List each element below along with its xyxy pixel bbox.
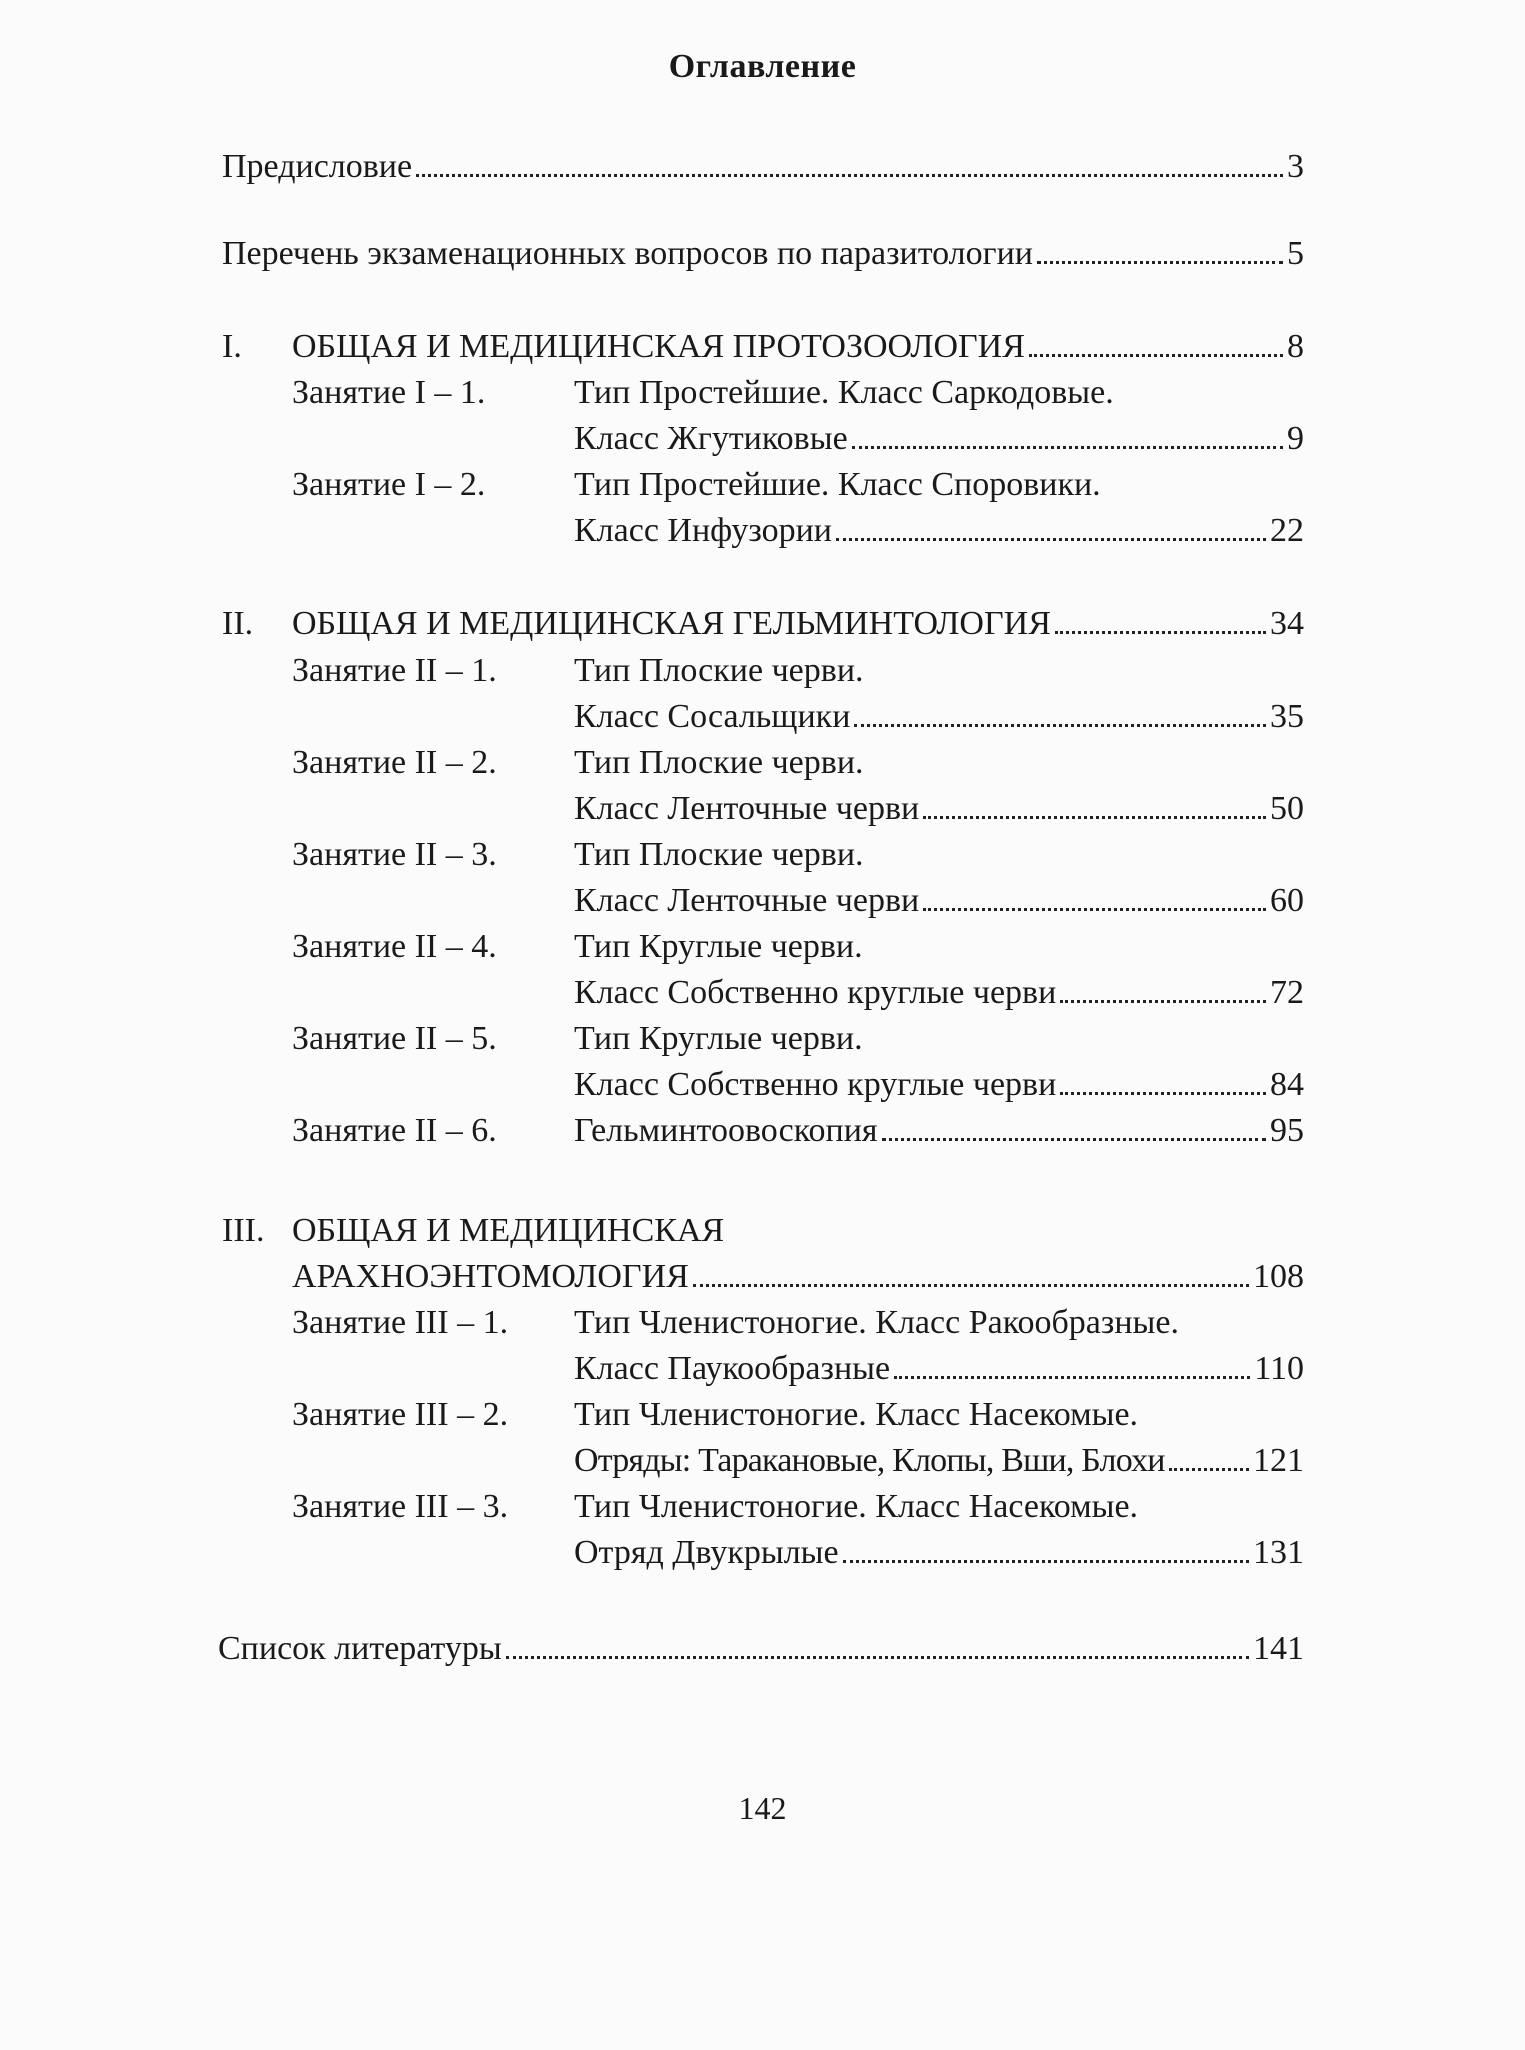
toc-entry-lesson: [574, 1536, 1304, 1570]
lesson-title: Тип Членистоногие. Класс Насекомые.: [574, 1488, 1139, 1525]
toc-entry-page: 22: [1270, 512, 1304, 549]
lesson-title: Тип Простейшие. Класс Саркодовые.: [574, 374, 1114, 411]
dot-leader: [923, 816, 1266, 819]
toc-entry-literature: [218, 1632, 1304, 1666]
dot-leader: [843, 1560, 1249, 1563]
dot-leader: [416, 174, 1283, 177]
lesson-label: Занятие II – 3.: [292, 836, 497, 873]
lesson-title: Тип Членистоногие. Класс Насекомые.: [574, 1396, 1139, 1433]
toc-entry-text: Перечень экзаменационных вопросов по паразитологии: [222, 235, 1033, 272]
dot-leader: [1169, 1468, 1249, 1471]
toc-entry-page: 34: [1270, 605, 1304, 642]
toc-section-2: [292, 607, 1304, 641]
lesson-label: Занятие III – 2.: [292, 1396, 509, 1433]
lesson-label: Занятие II – 2.: [292, 744, 497, 781]
lesson-label: Занятие I – 1.: [292, 374, 486, 411]
dot-leader: [882, 1138, 1266, 1141]
dot-leader: [1055, 631, 1266, 634]
lesson-title: Тип Простейшие. Класс Споровики.: [574, 466, 1101, 503]
lesson-label: Занятие II – 5.: [292, 1020, 497, 1057]
toc-entry-page: 72: [1270, 974, 1304, 1011]
toc-section-1: [292, 330, 1304, 364]
section-number: II.: [222, 605, 254, 642]
section-title-cont: АРАХНОЭНТОМОЛОГИЯ: [292, 1258, 689, 1295]
lesson-subtitle: Класс Жгутиковые: [574, 420, 848, 457]
lesson-label: Занятие II – 6.: [292, 1112, 497, 1149]
toc-entry-page: 35: [1270, 698, 1304, 735]
page-number: 142: [738, 1790, 787, 1826]
dot-leader: [1060, 1000, 1266, 1003]
dot-leader: [894, 1376, 1250, 1379]
toc-entry-page: 50: [1270, 790, 1304, 827]
lesson-title: Тип Плоские черви.: [574, 652, 864, 689]
lesson-title: Тип Круглые черви.: [574, 928, 863, 965]
toc-title: Оглавление: [668, 48, 857, 85]
toc-entry-questions: [222, 237, 1304, 271]
toc-entry-page: 110: [1254, 1350, 1304, 1387]
toc-entry-lesson: [574, 1352, 1304, 1386]
toc-section-3: [292, 1260, 1304, 1294]
dot-leader: [923, 908, 1266, 911]
dot-leader: [1037, 261, 1283, 264]
toc-entry-page: 5: [1287, 235, 1304, 272]
lesson-label: Занятие III – 3.: [292, 1488, 509, 1525]
toc-entry-lesson: [574, 422, 1304, 456]
toc-entry-page: 84: [1270, 1066, 1304, 1103]
lesson-subtitle: Отряды: Таракановые, Клопы, Вши, Блохи: [574, 1442, 1165, 1479]
toc-entry-lesson: [574, 1444, 1304, 1478]
lesson-title: Тип Круглые черви.: [574, 1020, 863, 1057]
section-title: ОБЩАЯ И МЕДИЦИНСКАЯ ГЕЛЬМИНТОЛОГИЯ: [292, 605, 1051, 642]
toc-entry-lesson: [574, 700, 1304, 734]
lesson-title: Тип Плоские черви.: [574, 836, 864, 873]
lesson-subtitle: Отряд Двукрылые: [574, 1534, 839, 1571]
toc-entry-page: 131: [1253, 1534, 1304, 1571]
toc-entry-page: 95: [1270, 1112, 1304, 1149]
dot-leader: [852, 446, 1283, 449]
toc-entry-lesson: [574, 1068, 1304, 1102]
lesson-subtitle: Класс Сосальщики: [574, 698, 851, 735]
lesson-label: Занятие II – 4.: [292, 928, 497, 965]
toc-entry-page: 3: [1287, 148, 1304, 185]
toc-entry-page: 60: [1270, 882, 1304, 919]
lesson-label: Занятие I – 2.: [292, 466, 486, 503]
lesson-subtitle: Класс Ленточные черви: [574, 882, 920, 919]
toc-entry-page: 141: [1253, 1630, 1304, 1667]
toc-entry-page: 9: [1287, 420, 1304, 457]
lesson-title: Гельминтоовоскопия: [574, 1112, 878, 1149]
dot-leader: [836, 538, 1266, 541]
lesson-subtitle: Класс Собственно круглые черви: [574, 974, 1057, 1011]
dot-leader: [506, 1656, 1249, 1659]
toc-entry-lesson: [574, 514, 1304, 548]
toc-entry-lesson: [574, 1114, 1304, 1148]
lesson-subtitle: Класс Паукообразные: [574, 1350, 891, 1387]
lesson-subtitle: Класс Ленточные черви: [574, 790, 920, 827]
section-title: ОБЩАЯ И МЕДИЦИНСКАЯ: [292, 1212, 725, 1249]
dot-leader: [1060, 1092, 1266, 1095]
dot-leader: [693, 1284, 1249, 1287]
toc-entry-page: 8: [1287, 328, 1304, 365]
lesson-title: Тип Членистоногие. Класс Ракообразные.: [574, 1304, 1179, 1341]
section-title: ОБЩАЯ И МЕДИЦИНСКАЯ ПРОТОЗООЛОГИЯ: [292, 328, 1025, 365]
lesson-subtitle: Класс Собственно круглые черви: [574, 1066, 1057, 1103]
toc-entry-text: Список литературы: [218, 1630, 502, 1667]
section-number: III.: [222, 1212, 265, 1249]
toc-entry-lesson: [574, 792, 1304, 826]
dot-leader: [854, 724, 1266, 727]
toc-entry-lesson: [574, 976, 1304, 1010]
toc-entry-page: 121: [1253, 1442, 1304, 1479]
section-number: I.: [222, 328, 242, 365]
lesson-subtitle: Класс Инфузории: [574, 512, 832, 549]
dot-leader: [1029, 354, 1283, 357]
lesson-label: Занятие II – 1.: [292, 652, 497, 689]
toc-entry-text: Предисловие: [222, 148, 413, 185]
lesson-title: Тип Плоские черви.: [574, 744, 864, 781]
toc-entry-page: 108: [1253, 1258, 1304, 1295]
toc-entry-preface: [222, 150, 1304, 184]
toc-entry-lesson: [574, 884, 1304, 918]
lesson-label: Занятие III – 1.: [292, 1304, 509, 1341]
